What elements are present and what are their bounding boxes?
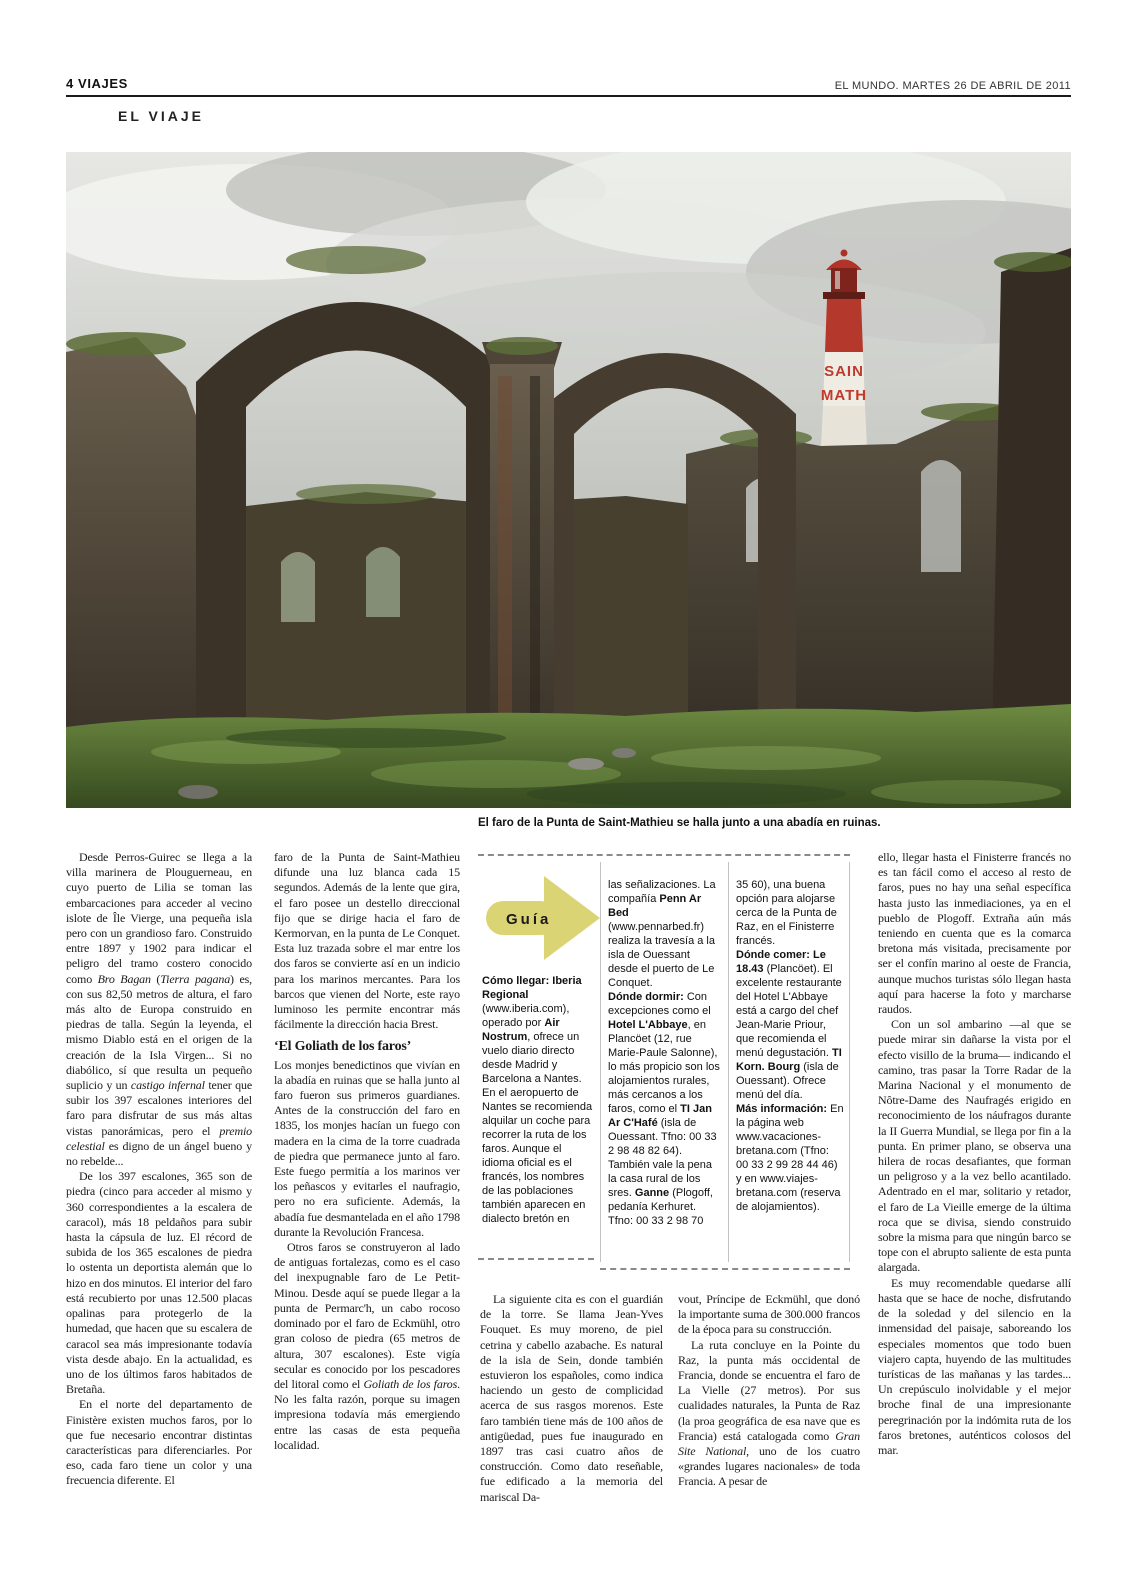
- guide-paragraph: Dónde dormir: Con excepciones como el Hotel L'Abbaye, en Plancöet (12, rue Marie-Paule Salonne), lo más propicio son los alojamientos rurales, más cercanos a los faros, como el TI Jan Ar C'Hafé (isla de Ouessant. Tfno: 00 33 2 98 48 82 64). También vale la pena la casa rural de los sres. Ganne (Plogoff, pedanía Kerhuret. Tfno: 00 33 2 98 70: [608, 991, 720, 1227]
- guide-column-rule: [728, 862, 729, 1262]
- guide-column-b: [608, 878, 721, 1258]
- section-page-label: 4 VIAJES: [66, 76, 128, 91]
- article-paragraph: En el norte del departamento de Finistère existen muchos faros, por lo que fue necesario encontrar distintas características para diferenciarles. Por eso, cada faro tiene un color y una frecuencia diferente. El: [66, 1397, 252, 1488]
- article-column-2: [274, 850, 460, 1578]
- guide-paragraph: 35 60), una buena opción para alojarse cerca de la Punta de Raz, en el Finisterre francés.: [736, 879, 837, 947]
- masthead-date: EL MUNDO. MARTES 26 DE ABRIL DE 2011: [834, 80, 1071, 92]
- header-rule: [66, 95, 1071, 97]
- guide-column-a: [482, 974, 595, 1256]
- guide-paragraph: Cómo llegar: Iberia Regional (www.iberia.com), operado por Air Nostrum, ofrece un vuelo diario directo desde Madrid y Barcelona a Nantes. En el aeropuerto de Nantes se recomienda alquilar un coche para recorrer la ruta de los faros. Aunque el idioma oficial es el francés, los nombres de las poblaciones también aparecen en dialecto bretón en: [482, 975, 593, 1225]
- article-paragraph: Desde Perros-Guirec se llega a la villa marinera de Plouguerneau, en cuyo puerto de Lilia se toman las embarcaciones para acceder al vecino islote de Île Vierge, una pequeña isla pero con un grandioso faro. Construido entre 1897 y 1902 para indicar el peligro del tramo costero conocido como Bro Bagan (Tierra pagana) es, con sus 82,50 metros de altura, el faro más alto de Europa construido en piedras de talla. Según la leyenda, el mismo Diablo está en el origen de la creación de la Isla Virgen... Si no diabólico, sí que resulta un pequeño suplicio y un castigo infernal tener que subir los 397 escalones interiores del faro para disfrutar de sus más altas vistas panorámicas, pero el premio celestial es digno de un ángel bueno y no rebelde...: [66, 850, 252, 1169]
- guide-header: [484, 872, 602, 964]
- photo-caption: El faro de la Punta de Saint-Mathieu se halla junto a una abadía en ruinas.: [478, 817, 881, 829]
- photo-abbey-lighthouse: [66, 152, 1071, 808]
- article-column-4: [678, 1292, 860, 1578]
- article-paragraph: Los monjes benedictinos que vivían en la abadía en ruinas que se halla junto al faro fueron sus primeros guardianes. Antes de la construcción del faro en 1835, los monjes hacían un fuego con madera en la cima de la torre cuadrada de piedra que permanece junto al faro. Este fuego permitía a los marinos ver los peñascos y evitarles el naufragio, pero no era suficiente. Además, la abadía fue desmantelada en el año 1798 durante la Revolución Francesa.: [274, 1057, 460, 1239]
- article-paragraph: Con un sol ambarino —al que se puede mirar sin dañarse la vista por el efecto visillo de la bruma— indicando el camino, tras pasar la Torre Radar de la Marina Nacional y el monumento de Nôtre-Dame des Naufragés erigido en reconocimiento de los náufragos durante la II Guerra Mundial, se llega por fin a la punta. En primer plano, se observa una hilera de rocas desafiantes, que forman un peligroso y a la vez bello acantilado. Adentrado en el mar, solitario y retador, el faro de La Vieille emerge de la última roca que se divisa, siendo construido sobre la misma para que ningún barco se tope con el abrupto saliente de esta punta alargada.: [878, 1017, 1071, 1275]
- article-paragraph: La ruta concluye en la Pointe du Raz, la punta más occidental de Francia, donde se encuentra el faro de La Vielle (27 metros). Por sus cualidades naturales, la Punta de Raz (la proa geográfica de esa nave que es Francia) está catalogada como Gran Site National, uno de los cuatro «grandes lugares nacionales» de toda Francia. A pesar de: [678, 1337, 860, 1489]
- lighthouse-text-top: SAIN: [824, 363, 864, 380]
- guide-column-rule: [849, 862, 850, 1262]
- guide-arrow-icon: [484, 872, 602, 964]
- article-paragraph: La siguiente cita es con el guardián de la torre. Se llama Jean-Yves Fouquet. Es muy moreno, de piel cetrina y cabello azabache. Es natural de la isla de Sein, donde también estuvieron los españoles, como indica haciendo un gesto de complicidad acerca de sus rasgos morenos. Este faro también tiene más de 100 años de antigüedad, pues fue inaugurado en 1897 tras casi cuatro años de construcción. Como dato reseñable, fue edificado a la memoria del mariscal Da-: [480, 1292, 663, 1504]
- article-subhead: ‘El Goliath de los faros’: [274, 1039, 412, 1055]
- guide-paragraph: Dónde comer: Le 18.43 (Plancöet). El excelente restaurante del Hotel L'Abbaye está a cargo del chef Jean-Marie Priour, que recomienda el menú degustación. TI Korn. Bourg (isla de Ouessant). Ofrece menú del día.: [736, 949, 842, 1101]
- guide-dashed-rule-bottom-bc: [600, 1268, 850, 1270]
- guide-paragraph: Más información: En la página web www.vacaciones-bretana.com (Tfno: 00 33 2 99 28 44 46) y en www.viajes-bretana.com (reserva de alojamientos).: [736, 1103, 844, 1213]
- section-kicker: EL VIAJE: [118, 108, 204, 124]
- lighthouse-text-bottom: MATH: [820, 387, 868, 404]
- guide-column-c: [736, 878, 844, 1258]
- article-paragraph: vout, Príncipe de Eckmühl, que donó la importante suma de 300.000 francos de la época para su construcción.: [678, 1292, 860, 1337]
- article-column-3: [480, 1292, 663, 1578]
- article-paragraph: ello, llegar hasta el Finisterre francés no es tan fácil como el acceso al resto de faros, pues no hay una señal específica hasta justo las inmediaciones, ya en el pueblo de Plogoff. Extraña aún más teniendo en cuenta que es la comarca bretona más visitada, precisamente por ser el confín marino al oeste de Francia, aunque muchos turistas sólo llegan hasta aquí para hacerse la foto y marcharse raudos.: [878, 850, 1071, 1017]
- grass-meadow: [66, 704, 1071, 808]
- article-paragraph: Es muy recomendable quedarse allí hasta que se hace de noche, disfrutando de la soledad y del silencio en la inmensidad del paisaje, saboreando los especiales momentos que todo buen viajero capta, huyendo de las multitudes turísticas de las mañanas y las tardes... Un crepúsculo inolvidable y el mejor broche final de una impresionante peregrinación por la indómita ruta de los faros bretones, auténticos colosos del mar.: [878, 1275, 1071, 1457]
- guide-dashed-rule-top: [478, 854, 850, 856]
- article-paragraph: De los 397 escalones, 365 son de piedra (cinco para acceder al mismo y 360 correspondientes a la escalera de caracol), más 18 peldaños para subir hasta la cápsula de luz. El récord de subida de los 365 escalones de piedra lo ostenta un deportista alemán que lo hizo en dos minutos. El interior del faro está recubierto por unas 12.500 placas opalinas para protegerlo de la humedad, que hacen que su escalera de caracol sea más impresionante todavía vista desde abajo. En la actualidad, es uno de los últimos faros habitados de Bretaña.: [66, 1169, 252, 1397]
- article-column-1: [66, 850, 252, 1578]
- article-paragraph: Otros faros se construyeron al lado de antiguas fortalezas, como es el caso del inexpugnable faro de Le Petit-Minou. Desde aquí se puede llegar a la punta de Permarc'h, un cabo rocoso dominado por el faro de Eckmühl, otro gran coloso de piedra (65 metros de altura, 307 escalones). Este vigía secular es conocido por los pescadores del litoral como el Goliath de los faros. No les falta razón, porque su imagen impresiona todavía más emergiendo entre las casas de esta pequeña localidad.: [274, 1240, 460, 1452]
- article-paragraph: faro de la Punta de Saint-Mathieu difunde una luz blanca cada 15 segundos. Además de la lente que gira, el faro posee un destello direccional fijo que se dirige hacia el faro de Kermorvan, en la punta de Le Conquet. Esta luz trazada sobre el mar entre los dos faros se convierte así en un indicio para los marinos mercantes. Para los barcos que vienen del Norte, este rayo luminoso les permite encontrar más fácilmente la dirección hacia Brest.: [274, 850, 460, 1032]
- photo-illustration: [66, 152, 1071, 808]
- guide-paragraph: las señalizaciones. La compañía Penn Ar Bed (www.pennarbed.fr) realiza la travesía a la isla de Ouessant desde el puerto de Le Conquet.: [608, 879, 716, 989]
- article-column-5: [878, 850, 1071, 1578]
- guide-dashed-rule-bottom-a: [478, 1258, 594, 1260]
- guide-title: Guía: [506, 911, 552, 928]
